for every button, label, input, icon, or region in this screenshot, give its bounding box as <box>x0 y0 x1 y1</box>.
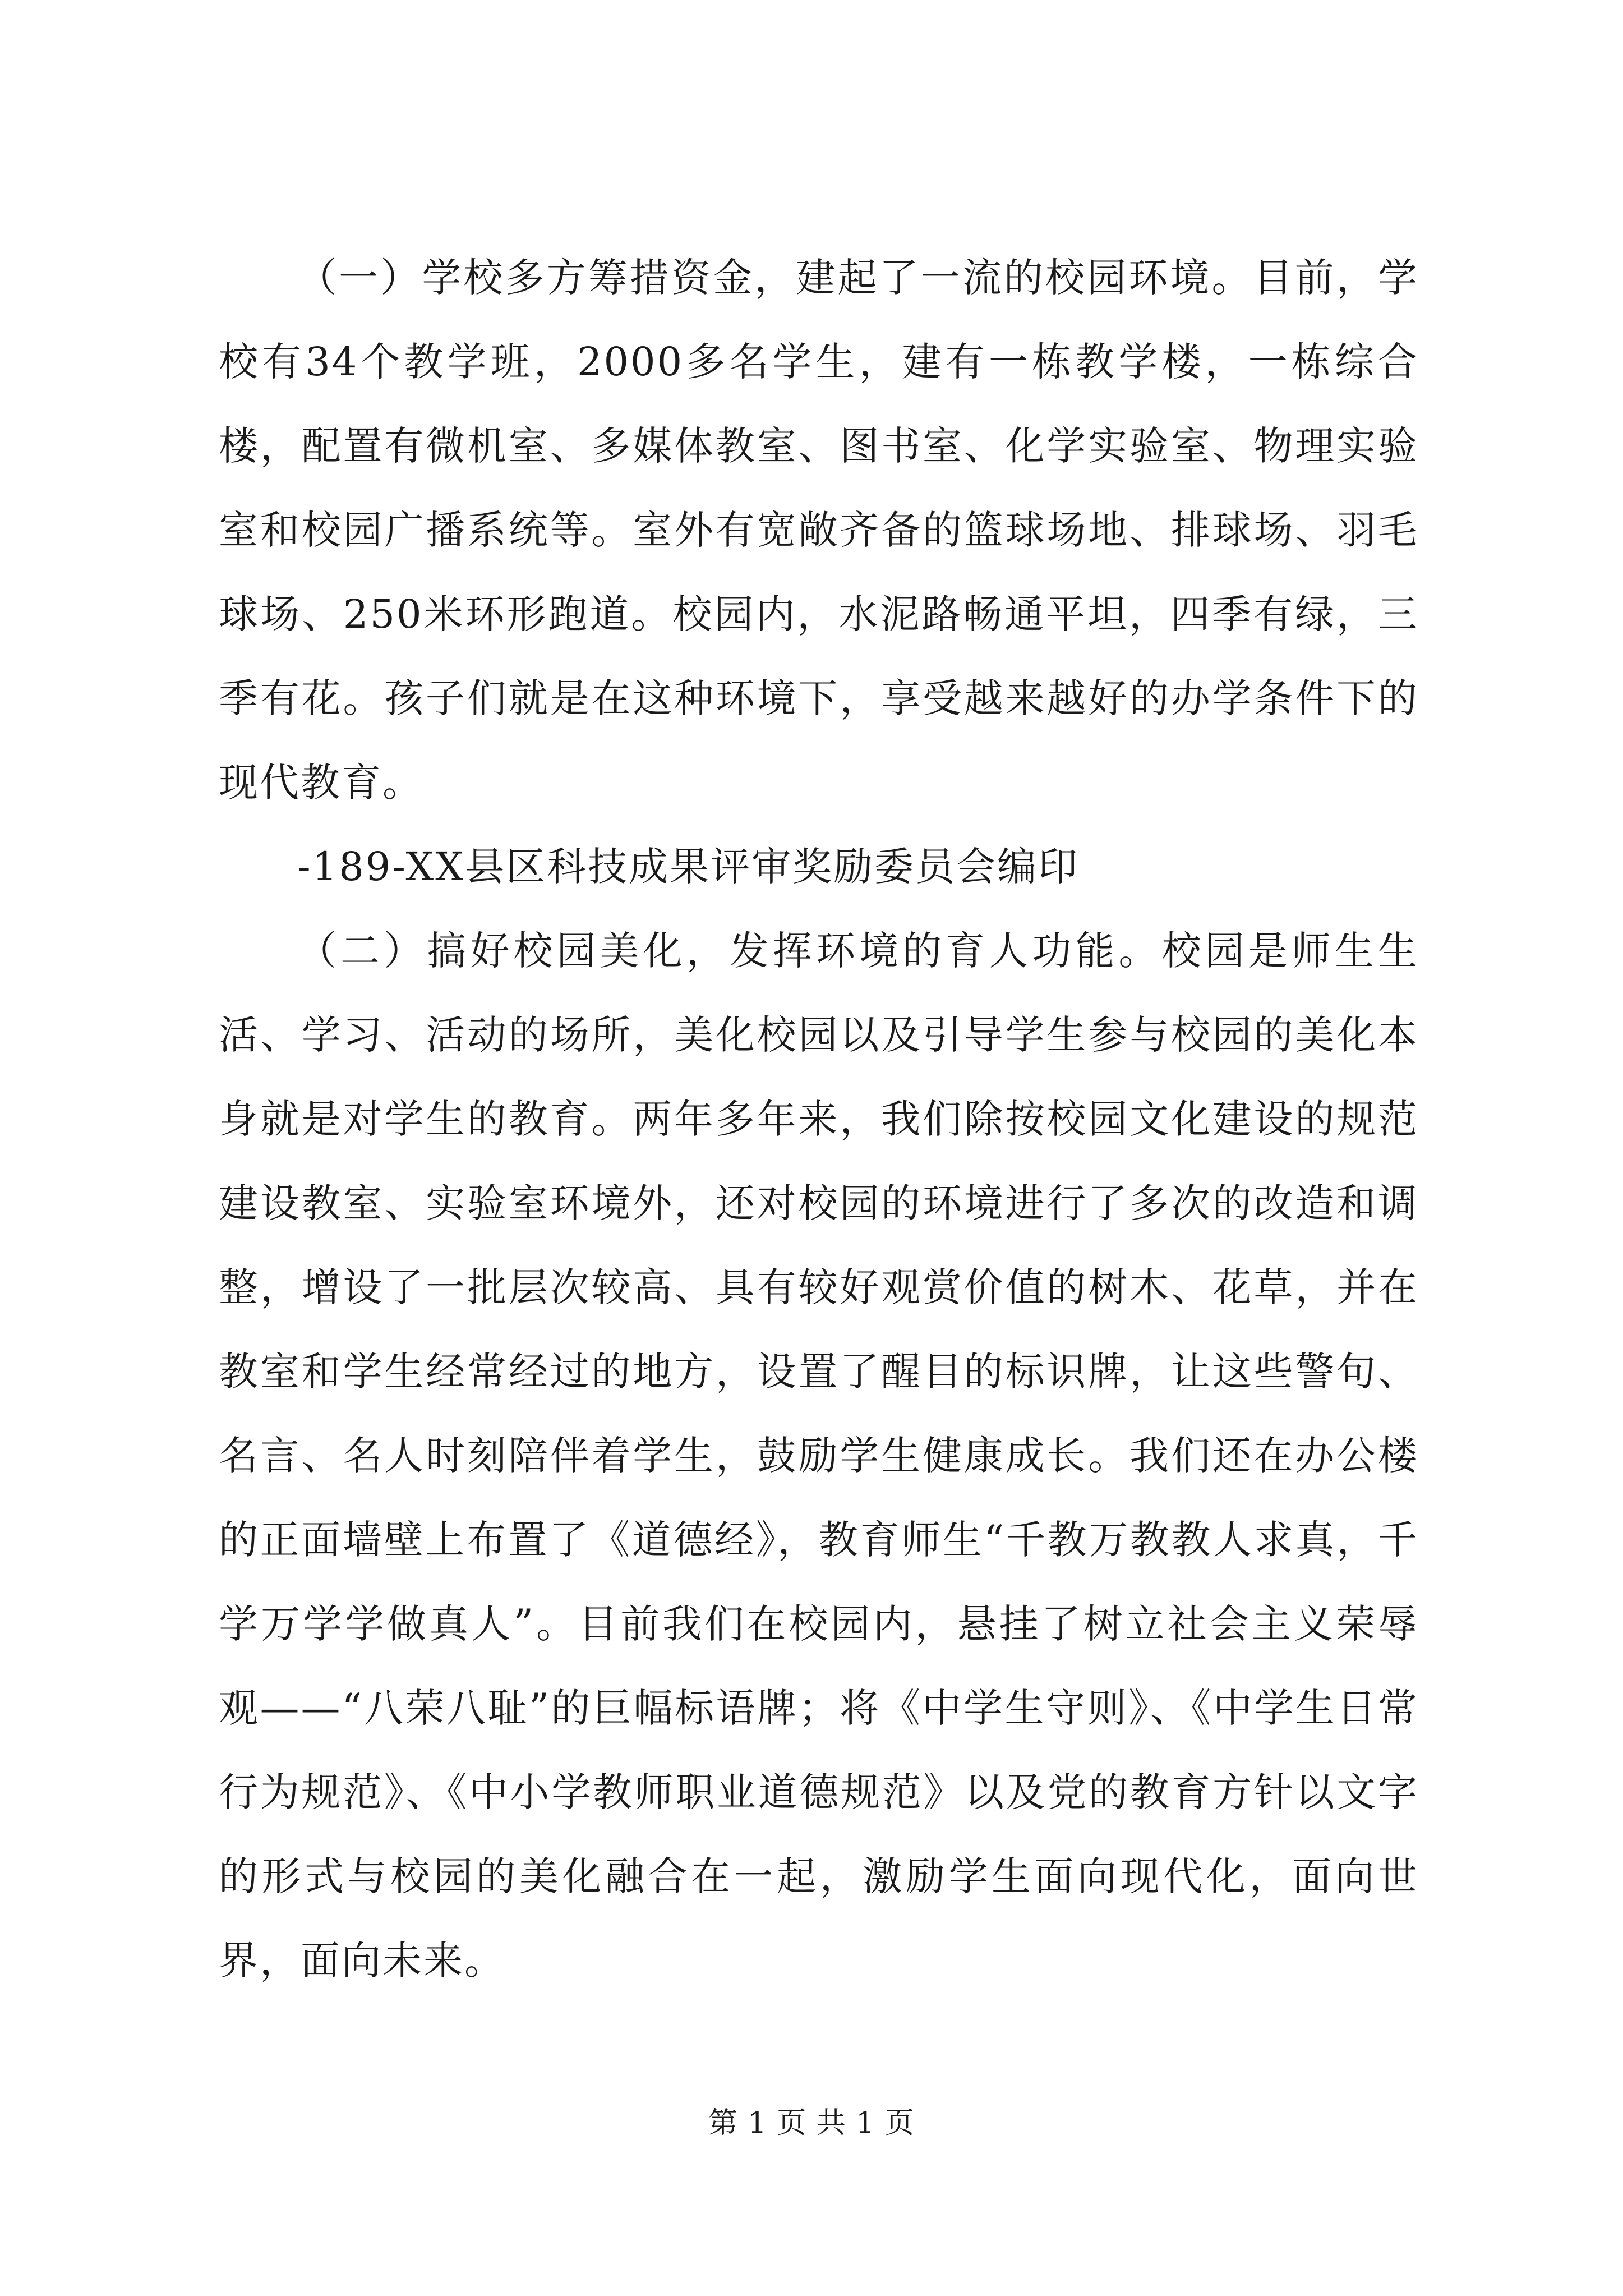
paragraph-campus-environment: （一）学校多方筹措资金，建起了一流的校园环境。目前，学校有34个教学班，2000多名学生，建有一栋教学楼，一栋综合楼，配置有微机室、多媒体教室、图书室、化学实验室、物理实验室和校园广播系统等。室外有宽敞齐备的篮球场地、排球场、羽毛球场、250米环形跑道。校园内，水泥路畅通平坦，四季有绿，三季有花。孩子们就是在这种环境下，享受越来越好的办学条件下的现代教育。 <box>219 255 1419 806</box>
paragraph-publisher-note: -189-XX县区科技成果评审奖励委员会编印 <box>297 844 1080 890</box>
page-footer: 第 1 页 共 1 页 <box>708 2106 915 2140</box>
paragraph-campus-beautification: （二）搞好校园美化，发挥环境的育人功能。校园是师生生活、学习、活动的场所，美化校园以及引导学生参与校园的美化本身就是对学生的教育。两年多年来，我们除按校园文化建设的规范建设教室、实验室环境外，还对校园的环境进行了多次的改造和调整，增设了一批层次较高、具有较好观赏价值的树木、花草，并在教室和学生经常经过的地方，设置了醒目的标识牌，让这些警句、名言、名人时刻陪伴着学生，鼓励学生健康成长。我们还在办公楼的正面墙壁上布置了《道德经》，教育师生“千教万教教人求真，千学万学学做真人”。目前我们在校园内，悬挂了树立社会主义荣辱观——“八荣八耻”的巨幅标语牌；将《中学生守则》、《中学生日常行为规范》、《中小学教师职业道德规范》以及党的教育方针以文字的形式与校园的美化融合在一起，激励学生面向现代化，面向世界，面向未来。 <box>219 928 1419 1984</box>
document-body <box>219 236 1419 2003</box>
